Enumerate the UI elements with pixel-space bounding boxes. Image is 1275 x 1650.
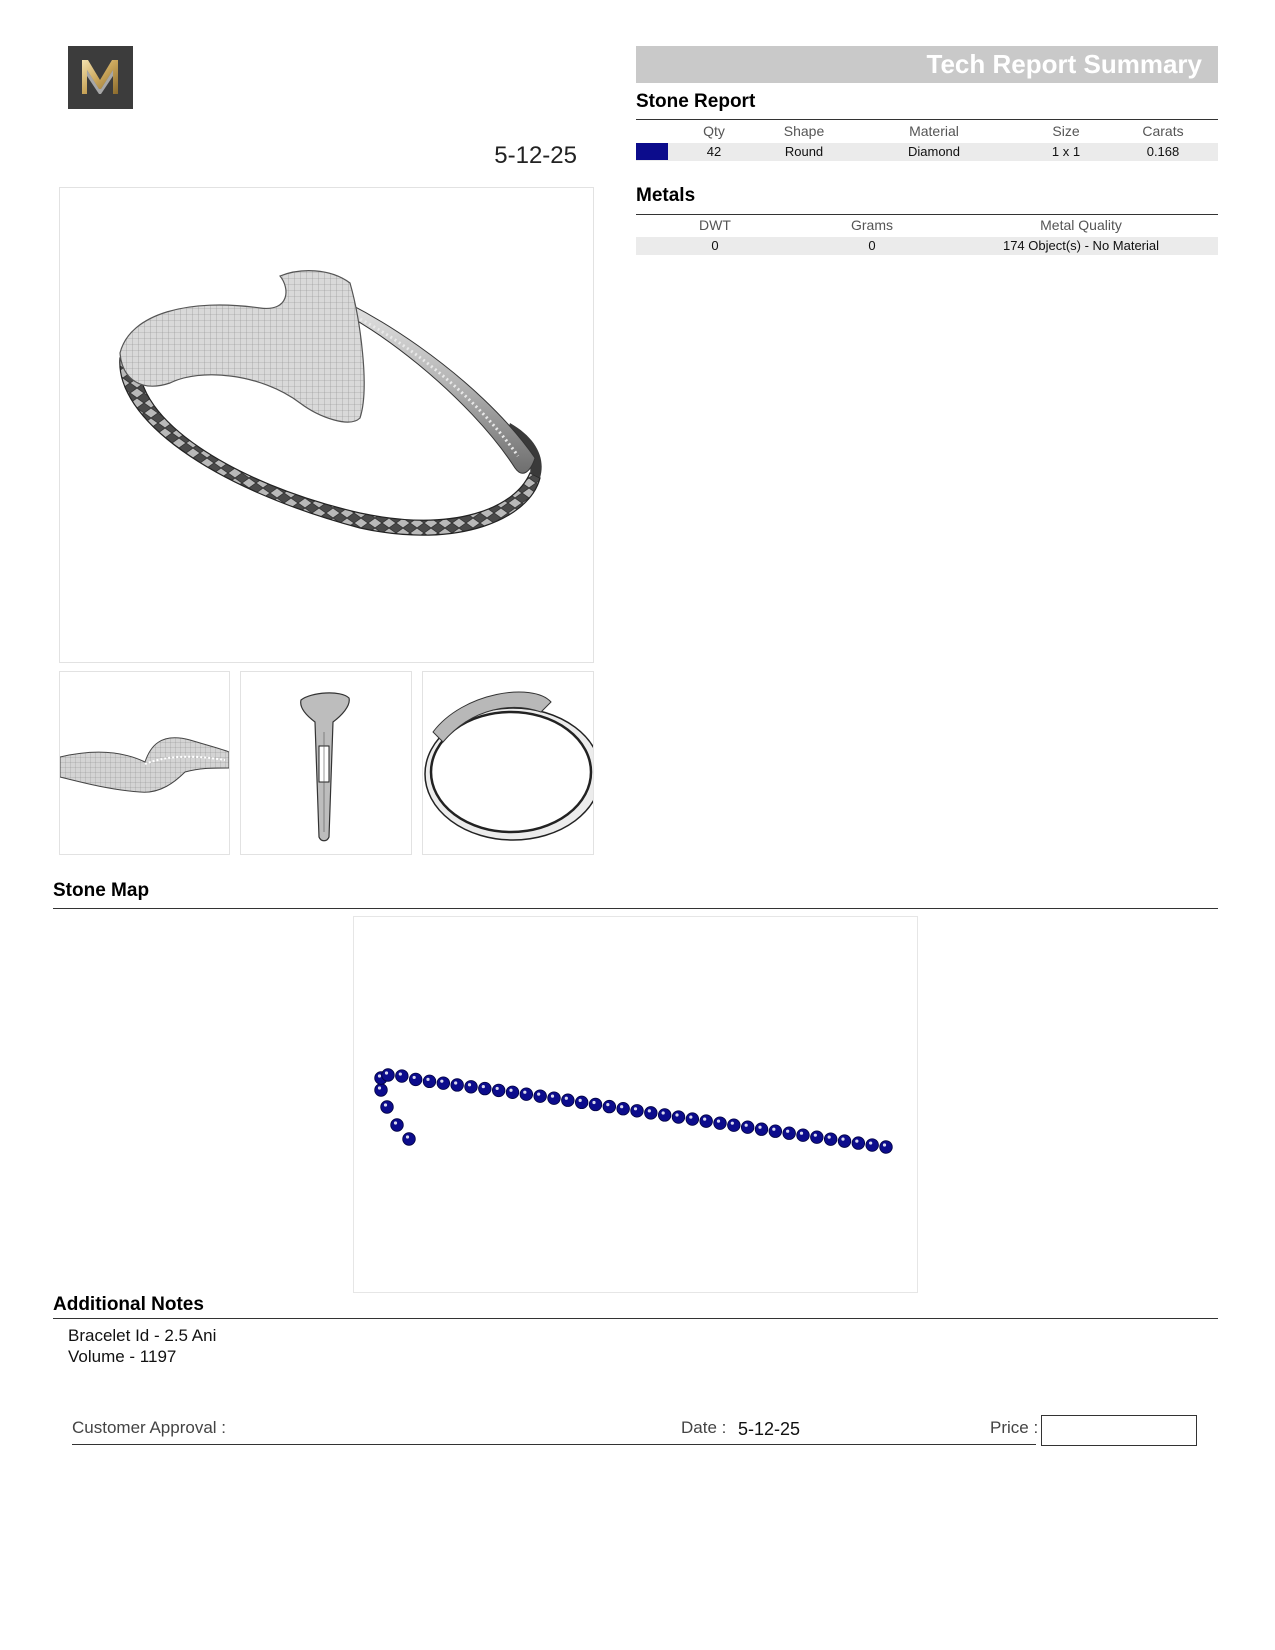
approval-date-value: 5-12-25	[738, 1419, 801, 1439]
column-header-material: Material	[909, 123, 959, 139]
metal-grams: 0	[868, 238, 876, 253]
stone-marker	[479, 1082, 492, 1095]
stone-marker	[492, 1084, 505, 1097]
stone-marker	[645, 1107, 658, 1120]
column-header-grams: Grams	[851, 217, 893, 233]
price-field[interactable]	[1041, 1415, 1197, 1446]
additional-notes-divider	[53, 1318, 1218, 1319]
stone-marker	[741, 1121, 754, 1134]
stone-marker	[603, 1100, 616, 1113]
stone-marker	[437, 1077, 450, 1090]
stone-size: 1 x 1	[1051, 144, 1081, 159]
stone-color-swatch	[636, 143, 668, 160]
column-header-qty: Qty	[703, 123, 725, 139]
stone-marker	[866, 1139, 879, 1152]
stone-map-panel	[353, 916, 918, 1293]
stone-report-divider	[636, 119, 1218, 120]
stone-carats: 0.168	[1146, 144, 1180, 159]
stone-marker	[382, 1069, 395, 1082]
metal-dwt: 0	[711, 238, 719, 253]
column-header-carats: Carats	[1142, 123, 1184, 139]
stone-marker	[631, 1104, 644, 1117]
stone-marker	[575, 1096, 588, 1109]
column-header-metal-quality: Metal Quality	[1040, 217, 1122, 233]
bracelet-front-image	[60, 672, 229, 854]
logo-m-mark	[68, 46, 133, 109]
stone-map-divider	[53, 908, 1218, 909]
thumbnail-side-view[interactable]	[240, 671, 412, 855]
stone-marker	[423, 1075, 436, 1088]
stone-marker	[714, 1117, 727, 1130]
report-title: Tech Report Summary	[926, 49, 1202, 79]
stone-marker	[658, 1109, 671, 1122]
thumbnail-front-view[interactable]	[59, 671, 230, 855]
stone-marker	[403, 1133, 416, 1146]
stone-marker	[396, 1070, 409, 1083]
stone-marker	[838, 1135, 851, 1148]
stone-marker	[852, 1137, 865, 1150]
stone-marker	[520, 1088, 533, 1101]
stone-marker	[783, 1127, 796, 1140]
stone-marker	[562, 1094, 575, 1107]
stone-marker	[728, 1119, 741, 1132]
stone-marker	[391, 1119, 404, 1132]
note-line: Bracelet Id - 2.5 Ani	[68, 1326, 217, 1345]
stone-marker	[409, 1073, 422, 1086]
stone-marker	[589, 1098, 602, 1111]
column-header-size: Size	[1052, 123, 1080, 139]
approval-date-label: Date :	[681, 1418, 727, 1437]
stone-table-header	[636, 123, 1218, 142]
column-header-dwt: DWT	[699, 217, 731, 233]
stone-map-diagram	[354, 917, 917, 1292]
metal-quality-value: 174 Object(s) - No Material	[1002, 238, 1160, 253]
stone-marker	[534, 1090, 547, 1103]
customer-approval-label: Customer Approval :	[72, 1418, 227, 1437]
stone-material: Diamond	[907, 144, 961, 159]
stone-marker	[686, 1113, 699, 1126]
report-date: 5-12-25	[494, 142, 577, 169]
stone-marker	[769, 1125, 782, 1138]
bracelet-perspective-image	[60, 188, 593, 662]
stone-marker	[375, 1084, 388, 1097]
stone-marker	[381, 1101, 394, 1114]
approval-signature-line[interactable]	[72, 1444, 1036, 1445]
stone-marker	[880, 1141, 893, 1154]
column-header-shape: Shape	[783, 123, 825, 139]
stone-marker	[451, 1079, 464, 1092]
stone-report-heading: Stone Report	[636, 91, 756, 112]
stone-marker	[700, 1115, 713, 1128]
stone-marker	[797, 1129, 810, 1142]
stone-qty: 42	[706, 144, 722, 159]
stone-marker	[824, 1133, 837, 1146]
stone-table-row	[636, 143, 1218, 161]
price-label: Price :	[990, 1418, 1039, 1437]
main-bracelet-render	[59, 187, 594, 663]
bracelet-side-image	[241, 672, 411, 854]
metals-table-row	[636, 237, 1218, 255]
stone-shape: Round	[784, 144, 824, 159]
bracelet-top-image	[423, 672, 593, 854]
stone-marker	[672, 1111, 685, 1124]
metals-divider	[636, 214, 1218, 215]
stone-marker	[548, 1092, 561, 1105]
stone-marker	[755, 1123, 768, 1136]
stone-marker	[617, 1102, 630, 1115]
note-line: Volume - 1197	[68, 1347, 177, 1366]
stone-marker	[465, 1080, 478, 1093]
report-banner	[636, 46, 1218, 83]
stone-marker	[811, 1131, 824, 1144]
metals-table-header	[636, 217, 1218, 235]
thumbnail-top-view[interactable]	[422, 671, 594, 855]
stone-marker	[506, 1086, 519, 1099]
additional-notes-heading: Additional Notes	[53, 1294, 204, 1315]
company-logo	[68, 46, 133, 109]
metals-heading: Metals	[636, 185, 696, 206]
stone-map-heading: Stone Map	[53, 880, 150, 901]
